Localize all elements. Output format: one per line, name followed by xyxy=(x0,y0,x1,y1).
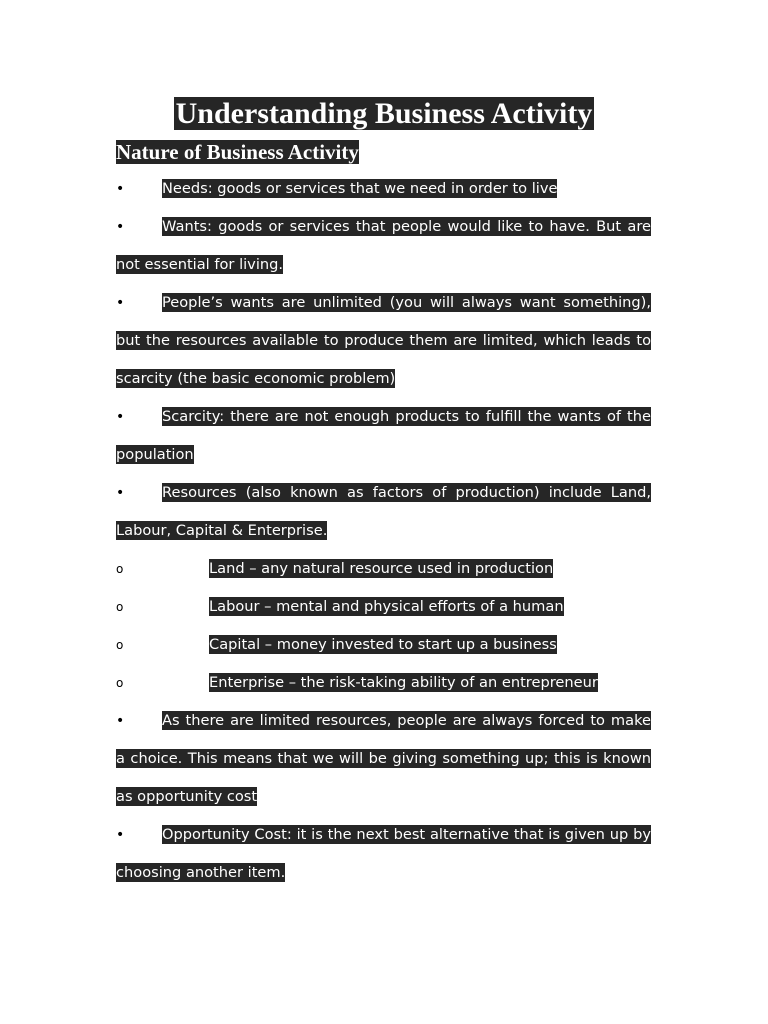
document-title-text: Understanding Business Activity xyxy=(175,97,593,130)
bullet-icon: • xyxy=(116,219,125,235)
list-item-text: Land – any natural resource used in production xyxy=(209,560,554,577)
list-item-resources xyxy=(116,474,651,550)
bullet-icon: • xyxy=(116,485,125,501)
list-item-scarcity xyxy=(116,398,651,474)
bullet-icon: • xyxy=(116,295,125,311)
circle-bullet-icon: o xyxy=(116,562,124,576)
sub-item-capital xyxy=(116,626,651,664)
list-item-opportunity-cost xyxy=(116,816,651,892)
bullet-icon: • xyxy=(116,713,125,729)
document-title xyxy=(0,96,768,132)
sub-item-enterprise xyxy=(116,664,651,702)
circle-bullet-icon: o xyxy=(116,600,124,614)
bullet-list xyxy=(116,170,651,892)
bullet-icon: • xyxy=(116,181,125,197)
bullet-icon: • xyxy=(116,827,125,843)
list-item-text: Capital – money invested to start up a business xyxy=(209,636,557,653)
sub-item-land xyxy=(116,550,651,588)
list-item-text: Opportunity Cost: it is the next best alternative that is given up by choosing another item. xyxy=(116,826,651,881)
list-item-text: As there are limited resources, people are always forced to make a choice. This means that we will be giving something up; this is known as opportunity cost xyxy=(116,712,651,805)
list-item-text: Scarcity: there are not enough products to fulfill the wants of the population xyxy=(116,408,651,463)
list-item-text: Resources (also known as factors of production) include Land, Labour, Capital & Enterprise. xyxy=(116,484,651,539)
circle-bullet-icon: o xyxy=(116,638,124,652)
circle-bullet-icon: o xyxy=(116,676,124,690)
list-item-unlimited-wants xyxy=(116,284,651,398)
list-item-choice xyxy=(116,702,651,816)
list-item-text: Wants: goods or services that people would like to have. But are not essential for living. xyxy=(116,218,651,273)
list-item-needs xyxy=(116,170,651,208)
list-item-text: Labour – mental and physical efforts of a human xyxy=(209,598,564,615)
section-heading xyxy=(116,138,359,166)
list-item-wants xyxy=(116,208,651,284)
section-heading-text: Nature of Business Activity xyxy=(116,140,359,164)
list-item-text: Needs: goods or services that we need in order to live xyxy=(162,180,558,197)
list-item-text: Enterprise – the risk-taking ability of an entrepreneur xyxy=(209,674,598,691)
sub-item-labour xyxy=(116,588,651,626)
list-item-text: People’s wants are unlimited (you will always want something), but the resources available to produce them are limited, which leads to scarcity (the basic economic problem) xyxy=(116,294,651,387)
bullet-icon: • xyxy=(116,409,125,425)
